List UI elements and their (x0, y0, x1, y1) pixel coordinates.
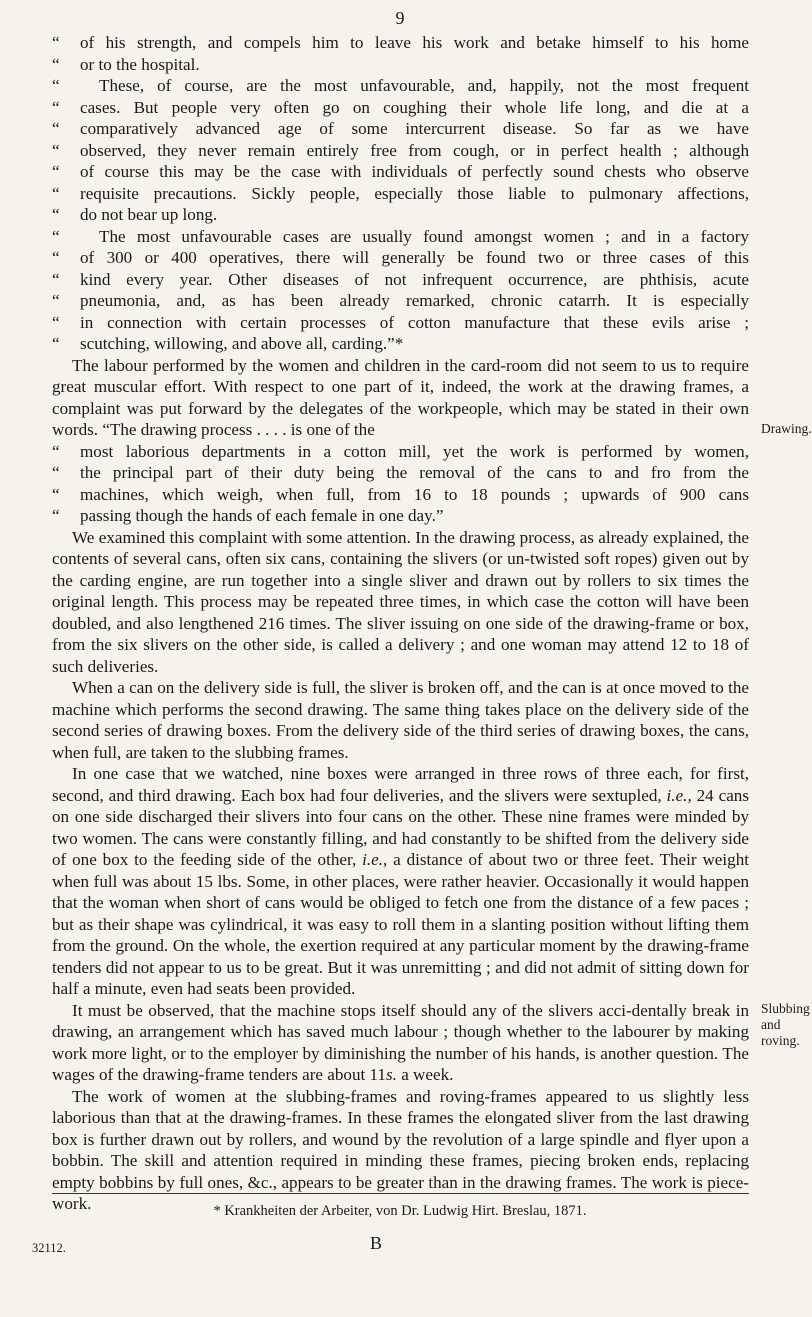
quote-line: in connection with certain processes of cotton manufacture that these evils arise ; (80, 312, 749, 332)
quote-line: the principal part of their duty being the removal of the cans to and fro from the (80, 463, 749, 482)
quote-block-4: “ most laborious departments in a cotton mill, yet the work is performed by women, “ the principal part of their duty being the removal of the cans to and fro from the “ machines, which weigh, when full, from 16 to 18 pounds ; upwards of 900 cans “ passing though the hands of each female in one day.” (52, 441, 749, 525)
quote-line: do not bear up long. (80, 205, 218, 224)
quote-block-2: “ These, of course, are the most unfavourable, and, happily, not the most frequent “ cases. But people very often go on coughing their whole life long, and die at a “ comparatively advanced age of some intercurrent disease. So far as we have “ observed, they never remain entirely free from cough, or in perfect health ; although “ of course this may be the case with individuals of perfectly sound chests who observe “ requisite precautions. Sickly people, especially those liable to pulmonary affections, “ do not bear up long. (52, 76, 749, 224)
paragraph: In one case that we watched, nine boxes were arranged in three rows of three each, for first, second, and third drawing. Each box had four deliveries, and the slivers were sextupled, i.e., 24 cans on one side discharged their slivers into four cans on the other. These nine frames were minded by two women. The cans were constantly filling, and had constantly to be shifted from the delivery side of one box to the feeding side of the other, i.e., a distance of about two or three feet. Their weight when full was about 15 lbs. Some, in other places, were rather heavier. Occasionally it would happen that the woman when short of cans would be obliged to fetch one from the distance of a few paces ; but as their shape was cylindrical, it was easy to roll them in a slanting position without lifting them from the ground. On the whole, the exertion required at any particular moment by the drawing-frame tenders did not appear to us to be great. But it was unremitting ; and did not admit of sitting down for half a minute, even had seats been provided. (52, 764, 749, 998)
margin-note-drawing: Drawing. (761, 421, 812, 436)
paragraph-drawing: The labour performed by the women and children in the card-room did not seem to us to require great muscular effort. With respect to one part of it, indeed, the work at the drawing frames, a complaint was put forward by the delegates of the workpeople, which may be stated in their own words. “The drawing process . . . . is one of the (52, 355, 749, 439)
quote-line: or to the hospital. (80, 54, 200, 74)
quote-line: of course this may be the case with individuals of perfectly sound chests who observe (80, 162, 749, 181)
paragraph: When a can on the delivery side is full, the sliver is broken off, and the can is at once moved to the machine which performs the second drawing. The same thing takes place on the delivery side of the second series of drawing boxes. From the delivery side of the third series of drawing boxes, the cans, when full, are taken to the slubbing frames. (52, 678, 749, 762)
quote-line: machines, which weigh, when full, from 16 to 18 pounds ; upwards of 900 cans (80, 484, 749, 504)
signature-mark: B (370, 1233, 383, 1253)
print-code: 32112. (32, 1241, 66, 1255)
quote-line: These, of course, are the most unfavourable, and, happily, not the most frequent (99, 76, 749, 95)
margin-note-slubbing: Slubbing and roving. (761, 1001, 810, 1048)
quote-line: kind every year. Other diseases of not infrequent occurrence, are phthisis, acute (80, 269, 749, 289)
quote-line: most laborious departments in a cotton mill, yet the work is performed by women, (80, 441, 749, 461)
quote-line: The most unfavourable cases are usually found amongst women ; and in a factory (99, 226, 749, 246)
quote-line: pneumonia, and, as has been already remarked, chronic catarrh. It is especially (80, 291, 749, 310)
paragraph: It must be observed, that the machine stops itself should any of the slivers acci-dentally break in drawing, an arrangement which has saved much labour ; though whether to the labourer by making work more light, or to the employer by diminishing the number of his hands, is another question. The wages of the drawing-frame tenders are about 11s. a week. (52, 1000, 749, 1084)
quote-block-1: “ of his strength, and compels him to leave his work and betake himself to his home “ or to the hospital. (52, 33, 749, 74)
quote-line: cases. But people very often go on coughing their whole life long, and die at a (80, 97, 749, 117)
main-text (52, 32, 749, 1215)
quote-line: observed, they never remain entirely free from cough, or in perfect health ; although (80, 140, 749, 160)
paragraph-slubbing: The work of women at the slubbing-frames and roving-frames appeared to us slightly less laborious than that at the drawing-frames. In these frames the elongated sliver from the last drawing box is further drawn out by rollers, and wound by the revolution of a large spindle and flyer upon a bobbin. The skill and attention required in minding these frames, piecing broken ends, replacing empty bobbins by full ones, &c., appears to be greater than in the drawing frames. The work is piece-work. (52, 1086, 749, 1213)
footnote: * Krankheiten der Arbeiter, von Dr. Ludwig Hirt. Breslau, 1871. (213, 1203, 587, 1219)
quote-line: of 300 or 400 operatives, there will generally be found two or three cases of this (80, 248, 749, 267)
page-number: 9 (395, 8, 405, 28)
quote-line: scutching, willowing, and above all, carding.”* (80, 334, 404, 353)
quote-block-3: “ The most unfavourable cases are usually found amongst women ; and in a factory “ of 300 or 400 operatives, there will generally be found two or three cases of this “ kind every year. Other diseases of not infrequent occurrence, are phthisis, acute “ pneumonia, and, as has been already remarked, chronic catarrh. It is especially “ in connection with certain processes of cotton manufacture that these evils arise ; “ scutching, willowing, and above all, carding.”* (52, 226, 749, 353)
quote-line: requisite precautions. Sickly people, especially those liable to pulmonary affections, (80, 183, 749, 203)
quote-line: comparatively advanced age of some intercurrent disease. So far as we have (80, 119, 749, 138)
quote-line: passing though the hands of each female in one day.” (80, 506, 444, 525)
quote-line: of his strength, and compels him to leave his work and betake himself to his home (80, 33, 749, 52)
paragraph: We examined this complaint with some attention. In the drawing process, as already explained, the contents of several cans, often six cans, containing the slivers (or un-twisted soft ropes) given out by the carding engine, are run together into a single sliver and drawn out by rollers to six times the original length. This process may be repeated three times, in which case the cotton will have been doubled, and also lengthened 216 times. The sliver issuing on one side of the drawing-frame or box, from the six slivers on the other side, is called a delivery ; and one woman may attend 12 to 18 of such deliveries. (52, 527, 749, 676)
footnote-rule (52, 1193, 749, 1194)
